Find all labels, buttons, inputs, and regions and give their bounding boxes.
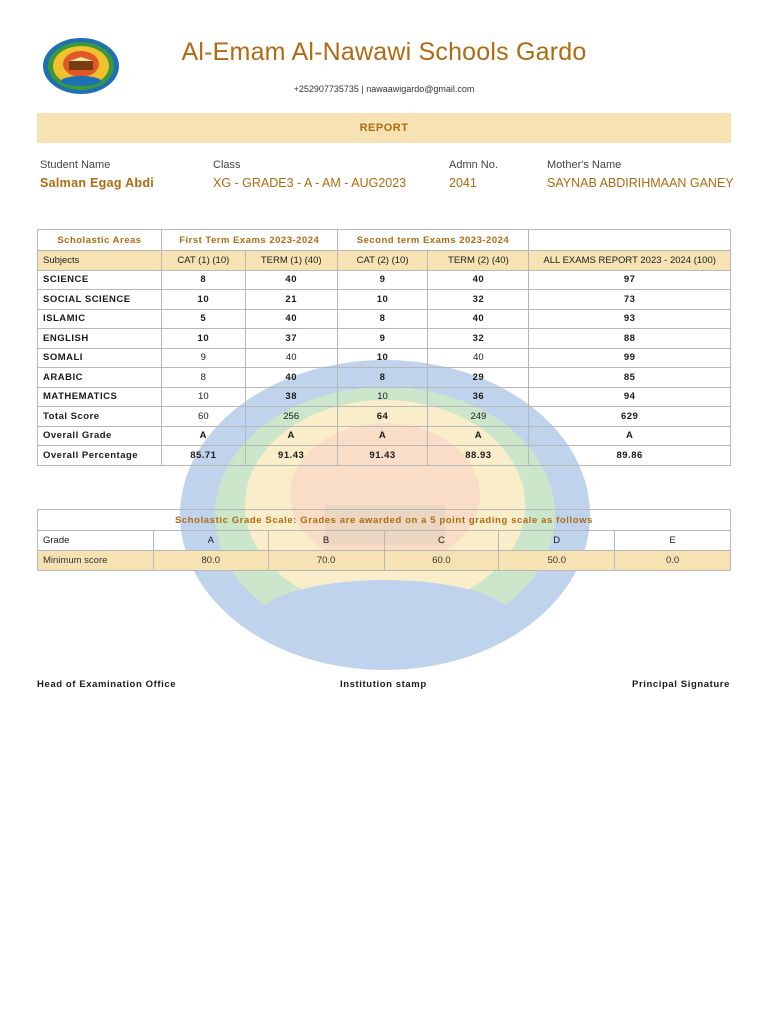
score-cell: 32 (428, 329, 529, 349)
score-cell: 32 (428, 290, 529, 310)
score-cell: 8 (337, 309, 428, 329)
min-score-cell: 60.0 (384, 551, 499, 571)
subject-cell: Overall Grade (38, 426, 162, 446)
grade-cell: E (615, 531, 731, 551)
subject-cell: SOCIAL SCIENCE (38, 290, 162, 310)
column-header-subjects: Subjects (38, 251, 162, 271)
table-row (38, 270, 731, 290)
score-cell: 629 (529, 407, 731, 427)
mother-block (547, 159, 734, 190)
subject-cell: SOMALI (38, 348, 162, 368)
subject-cell: MATHEMATICS (38, 387, 162, 407)
report-title: REPORT (37, 113, 731, 143)
score-cell: 10 (161, 329, 245, 349)
table-row (38, 446, 731, 466)
subject-cell: SCIENCE (38, 270, 162, 290)
signature-institution-stamp: Institution stamp (340, 679, 427, 690)
grade-cell: D (499, 531, 615, 551)
score-cell: 88.93 (428, 446, 529, 466)
table-row (38, 387, 731, 407)
score-cell: 64 (337, 407, 428, 427)
score-cell: 10 (337, 348, 428, 368)
score-cell: 60 (161, 407, 245, 427)
class-value: XG - GRADE3 - A - AM - AUG2023 (213, 176, 407, 190)
score-cell: 94 (529, 387, 731, 407)
subject-cell: Overall Percentage (38, 446, 162, 466)
score-cell: 40 (245, 309, 337, 329)
grade-cell: A (153, 531, 268, 551)
subject-cell: ISLAMIC (38, 309, 162, 329)
column-header-term2: TERM (2) (40) (428, 251, 529, 271)
group-header-second-term: Second term Exams 2023-2024 (337, 230, 529, 251)
score-cell: 10 (337, 290, 428, 310)
score-cell: A (529, 426, 731, 446)
score-cell: 40 (245, 270, 337, 290)
score-cell: 9 (161, 348, 245, 368)
grade-scale-table (37, 509, 731, 571)
mother-label: Mother's Name (547, 159, 622, 171)
student-name-value: Salman Egag Abdi (40, 176, 155, 190)
score-cell: 88 (529, 329, 731, 349)
signature-principal: Principal Signature (632, 679, 730, 690)
score-cell: A (337, 426, 428, 446)
grade-cell: B (268, 531, 384, 551)
mother-value: SAYNAB ABDIRIHMAAN GANEY (547, 176, 734, 190)
score-cell: 38 (245, 387, 337, 407)
score-cell: 91.43 (337, 446, 428, 466)
score-cell: 9 (337, 270, 428, 290)
table-row (38, 407, 731, 427)
min-score-row (38, 551, 731, 571)
score-cell: 73 (529, 290, 731, 310)
marks-column-header-row (38, 251, 731, 271)
min-score-cell: 80.0 (153, 551, 268, 571)
class-label: Class (213, 159, 241, 171)
score-cell: A (161, 426, 245, 446)
marks-table (37, 229, 731, 466)
admn-block (449, 159, 498, 190)
score-cell: 8 (161, 270, 245, 290)
grade-label: Grade (38, 531, 154, 551)
marks-group-header-row (38, 230, 731, 251)
student-name-label: Student Name (40, 159, 111, 171)
score-cell: 9 (337, 329, 428, 349)
score-cell: 10 (337, 387, 428, 407)
score-cell: 91.43 (245, 446, 337, 466)
score-cell: 21 (245, 290, 337, 310)
score-cell: A (245, 426, 337, 446)
score-cell: 10 (161, 387, 245, 407)
score-cell: 40 (428, 270, 529, 290)
grade-row (38, 531, 731, 551)
score-cell: 85.71 (161, 446, 245, 466)
column-header-cat2: CAT (2) (10) (337, 251, 428, 271)
score-cell: 29 (428, 368, 529, 388)
min-score-cell: 70.0 (268, 551, 384, 571)
grade-cell: C (384, 531, 499, 551)
table-row (38, 426, 731, 446)
column-header-all-exams: ALL EXAMS REPORT 2023 - 2024 (100) (529, 251, 731, 271)
admn-value: 2041 (449, 176, 477, 190)
score-cell: 85 (529, 368, 731, 388)
table-row (38, 309, 731, 329)
group-header-first-term: First Term Exams 2023-2024 (161, 230, 337, 251)
score-cell: 93 (529, 309, 731, 329)
grade-scale-caption: Scholastic Grade Scale: Grades are awarded on a 5 point grading scale as follows (38, 510, 731, 531)
student-name-block (40, 159, 154, 190)
marks-body (38, 270, 731, 465)
score-cell: A (428, 426, 529, 446)
table-row (38, 290, 731, 310)
signature-head-exam-office: Head of Examination Office (37, 679, 177, 690)
score-cell: 99 (529, 348, 731, 368)
score-cell: 5 (161, 309, 245, 329)
subject-cell: Total Score (38, 407, 162, 427)
score-cell: 97 (529, 270, 731, 290)
group-header-scholastic: Scholastic Areas (38, 230, 162, 251)
admn-label: Admn No. (449, 159, 498, 171)
contact-info: +252907735735 | nawaawigardo@gmail.com (293, 84, 475, 94)
score-cell: 256 (245, 407, 337, 427)
score-cell: 40 (428, 309, 529, 329)
school-name: Al-Emam Al-Nawawi Schools Gardo (181, 38, 587, 66)
table-row (38, 348, 731, 368)
class-block (213, 159, 406, 190)
score-cell: 40 (245, 368, 337, 388)
min-score-cell: 50.0 (499, 551, 615, 571)
min-score-label: Minimum score (38, 551, 154, 571)
score-cell: 40 (428, 348, 529, 368)
score-cell: 8 (161, 368, 245, 388)
table-row (38, 329, 731, 349)
score-cell: 10 (161, 290, 245, 310)
score-cell: 8 (337, 368, 428, 388)
score-cell: 249 (428, 407, 529, 427)
score-cell: 89.86 (529, 446, 731, 466)
table-row (38, 368, 731, 388)
grade-scale-caption-row (38, 510, 731, 531)
score-cell: 40 (245, 348, 337, 368)
subject-cell: ENGLISH (38, 329, 162, 349)
column-header-cat1: CAT (1) (10) (161, 251, 245, 271)
score-cell: 37 (245, 329, 337, 349)
subject-cell: ARABIC (38, 368, 162, 388)
column-header-term1: TERM (1) (40) (245, 251, 337, 271)
min-score-cell: 0.0 (615, 551, 731, 571)
group-header-all (529, 230, 731, 251)
score-cell: 36 (428, 387, 529, 407)
